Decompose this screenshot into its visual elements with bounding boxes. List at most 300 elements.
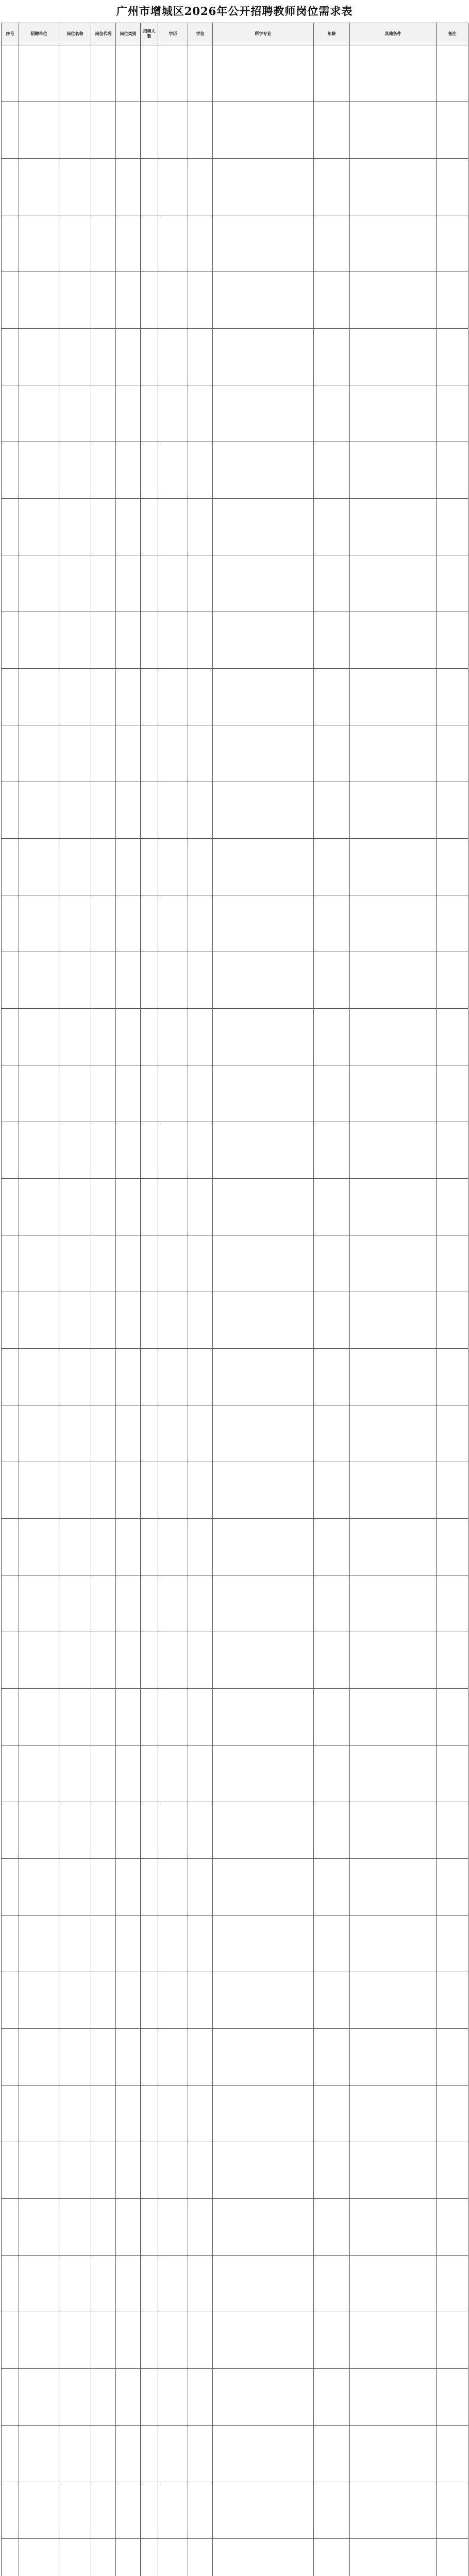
- table-cell: [19, 839, 59, 895]
- table-row: [2, 215, 468, 272]
- table-cell: [59, 669, 91, 725]
- table-cell: [59, 159, 91, 215]
- table-cell: [19, 1802, 59, 1859]
- table-cell: [2, 442, 19, 499]
- table-cell: [2, 2029, 19, 2086]
- table-cell: [350, 669, 437, 725]
- table-cell: [437, 612, 468, 669]
- table-cell: [19, 1689, 59, 1745]
- table-cell: [2, 1575, 19, 1632]
- table-cell: [437, 782, 468, 839]
- table-cell: [350, 1632, 437, 1689]
- table-cell: [141, 2142, 158, 2199]
- table-cell: [19, 1235, 59, 1292]
- table-cell: [213, 1292, 314, 1349]
- table-cell: [350, 385, 437, 442]
- table-cell: [116, 1065, 141, 1122]
- job-table: [1, 23, 468, 2576]
- table-cell: [314, 725, 350, 782]
- table-row: [2, 2426, 468, 2482]
- table-cell: [2, 1235, 19, 1292]
- table-cell: [158, 1405, 188, 1462]
- table-cell: [158, 725, 188, 782]
- table-cell: [141, 1972, 158, 2029]
- table-cell: [314, 102, 350, 159]
- table-cell: [2, 1292, 19, 1349]
- table-row: [2, 2539, 468, 2576]
- table-cell: [213, 1462, 314, 1519]
- table-cell: [19, 952, 59, 1009]
- table-cell: [437, 1632, 468, 1689]
- table-row: [2, 499, 468, 555]
- page-title: 广州市增城区2026年公开招聘教师岗位需求表: [116, 5, 353, 18]
- table-cell: [116, 669, 141, 725]
- table-cell: [437, 272, 468, 329]
- table-cell: [116, 1122, 141, 1179]
- table-cell: [350, 2539, 437, 2576]
- table-cell: [350, 839, 437, 895]
- table-row: [2, 2312, 468, 2369]
- table-cell: [437, 2482, 468, 2539]
- table-cell: [314, 159, 350, 215]
- table-row: [2, 1405, 468, 1462]
- table-cell: [116, 45, 141, 102]
- table-cell: [158, 1632, 188, 1689]
- table-cell: [437, 159, 468, 215]
- table-cell: [116, 385, 141, 442]
- table-cell: [141, 272, 158, 329]
- table-cell: [350, 1065, 437, 1122]
- table-cell: [213, 952, 314, 1009]
- table-cell: [350, 2426, 437, 2482]
- table-cell: [59, 2256, 91, 2312]
- table-cell: [350, 2029, 437, 2086]
- table-cell: [59, 2426, 91, 2482]
- table-cell: [19, 2312, 59, 2369]
- table-cell: [437, 952, 468, 1009]
- table-row: [2, 1859, 468, 1916]
- table-cell: [2, 895, 19, 952]
- table-cell: [437, 839, 468, 895]
- table-cell: [116, 1632, 141, 1689]
- table-cell: [213, 1972, 314, 2029]
- table-cell: [314, 1689, 350, 1745]
- table-cell: [2, 2369, 19, 2426]
- table-cell: [141, 45, 158, 102]
- table-cell: [59, 1235, 91, 1292]
- table-cell: [141, 2086, 158, 2142]
- table-cell: [19, 782, 59, 839]
- table-cell: [314, 2312, 350, 2369]
- table-cell: [116, 2426, 141, 2482]
- header-cell: 所学专业: [213, 23, 314, 45]
- table-cell: [141, 2482, 158, 2539]
- table-cell: [59, 1745, 91, 1802]
- table-cell: [141, 1745, 158, 1802]
- table-cell: [213, 329, 314, 385]
- table-cell: [59, 1519, 91, 1575]
- table-cell: [213, 839, 314, 895]
- table-cell: [314, 839, 350, 895]
- table-cell: [213, 1916, 314, 1972]
- table-cell: [350, 2256, 437, 2312]
- table-cell: [213, 1009, 314, 1065]
- table-cell: [116, 1745, 141, 1802]
- table-cell: [19, 555, 59, 612]
- table-cell: [19, 2199, 59, 2256]
- header-cell: 岗位类别: [116, 23, 141, 45]
- table-cell: [59, 499, 91, 555]
- table-cell: [2, 385, 19, 442]
- table-cell: [437, 2086, 468, 2142]
- table-cell: [59, 1009, 91, 1065]
- table-cell: [2, 1122, 19, 1179]
- table-cell: [314, 329, 350, 385]
- table-cell: [213, 2142, 314, 2199]
- table-cell: [158, 839, 188, 895]
- table-cell: [188, 2369, 213, 2426]
- table-cell: [188, 1859, 213, 1916]
- table-cell: [141, 385, 158, 442]
- table-cell: [141, 215, 158, 272]
- table-cell: [59, 272, 91, 329]
- table-cell: [2, 2482, 19, 2539]
- table-cell: [314, 555, 350, 612]
- table-cell: [141, 1462, 158, 1519]
- table-cell: [2, 1009, 19, 1065]
- table-cell: [213, 612, 314, 669]
- table-cell: [59, 2029, 91, 2086]
- table-cell: [314, 2199, 350, 2256]
- table-cell: [314, 1632, 350, 1689]
- table-cell: [19, 499, 59, 555]
- table-cell: [437, 385, 468, 442]
- table-cell: [59, 2482, 91, 2539]
- table-cell: [116, 612, 141, 669]
- table-cell: [91, 895, 116, 952]
- table-cell: [91, 669, 116, 725]
- table-cell: [437, 555, 468, 612]
- table-cell: [158, 442, 188, 499]
- table-row: [2, 1462, 468, 1519]
- table-cell: [437, 2256, 468, 2312]
- table-cell: [158, 2199, 188, 2256]
- table-cell: [59, 725, 91, 782]
- table-cell: [141, 1519, 158, 1575]
- table-cell: [350, 1349, 437, 1405]
- table-cell: [19, 2539, 59, 2576]
- table-cell: [2, 45, 19, 102]
- table-cell: [213, 1632, 314, 1689]
- table-cell: [213, 2482, 314, 2539]
- table-cell: [213, 159, 314, 215]
- table-row: [2, 1292, 468, 1349]
- header-cell: 招聘单位: [19, 23, 59, 45]
- table-cell: [91, 2369, 116, 2426]
- table-cell: [141, 2199, 158, 2256]
- table-cell: [2, 782, 19, 839]
- table-cell: [158, 1689, 188, 1745]
- table-cell: [116, 1235, 141, 1292]
- table-cell: [158, 669, 188, 725]
- table-cell: [213, 1575, 314, 1632]
- table-cell: [19, 442, 59, 499]
- table-cell: [437, 1689, 468, 1745]
- table-cell: [350, 555, 437, 612]
- table-cell: [213, 2256, 314, 2312]
- table-cell: [213, 215, 314, 272]
- table-cell: [213, 1859, 314, 1916]
- table-cell: [141, 2539, 158, 2576]
- table-cell: [141, 1405, 158, 1462]
- table-cell: [59, 1462, 91, 1519]
- table-cell: [2, 2199, 19, 2256]
- table-cell: [2, 2142, 19, 2199]
- table-cell: [59, 215, 91, 272]
- table-cell: [314, 2086, 350, 2142]
- table-row: [2, 2369, 468, 2426]
- table-cell: [19, 1916, 59, 1972]
- table-row: [2, 1802, 468, 1859]
- table-cell: [213, 2312, 314, 2369]
- table-cell: [59, 1972, 91, 2029]
- table-cell: [158, 2086, 188, 2142]
- table-cell: [437, 1802, 468, 1859]
- table-row: [2, 1575, 468, 1632]
- table-cell: [2, 1349, 19, 1405]
- table-cell: [158, 329, 188, 385]
- table-cell: [188, 555, 213, 612]
- table-cell: [2, 839, 19, 895]
- table-cell: [158, 952, 188, 1009]
- table-cell: [437, 215, 468, 272]
- table-cell: [213, 895, 314, 952]
- table-cell: [188, 385, 213, 442]
- table-cell: [188, 1405, 213, 1462]
- table-cell: [59, 45, 91, 102]
- table-cell: [437, 1575, 468, 1632]
- table-cell: [158, 1575, 188, 1632]
- table-cell: [437, 1972, 468, 2029]
- table-cell: [91, 102, 116, 159]
- header-cell: 序号: [2, 23, 19, 45]
- table-cell: [158, 1122, 188, 1179]
- table-cell: [437, 895, 468, 952]
- table-row: [2, 1972, 468, 2029]
- table-cell: [188, 2029, 213, 2086]
- table-cell: [141, 952, 158, 1009]
- table-cell: [158, 215, 188, 272]
- table-cell: [158, 1179, 188, 1235]
- table-cell: [141, 1122, 158, 1179]
- table-row: [2, 1122, 468, 1179]
- table-cell: [314, 499, 350, 555]
- table-cell: [314, 1292, 350, 1349]
- table-row: [2, 2256, 468, 2312]
- table-cell: [314, 45, 350, 102]
- table-cell: [314, 669, 350, 725]
- table-cell: [141, 1575, 158, 1632]
- table-cell: [158, 1462, 188, 1519]
- table-cell: [116, 2086, 141, 2142]
- table-cell: [188, 2482, 213, 2539]
- table-cell: [314, 1916, 350, 1972]
- table-cell: [91, 1972, 116, 2029]
- table-cell: [116, 895, 141, 952]
- table-row: [2, 612, 468, 669]
- table-cell: [19, 2426, 59, 2482]
- table-cell: [350, 952, 437, 1009]
- table-cell: [2, 1462, 19, 1519]
- table-cell: [91, 1235, 116, 1292]
- table-cell: [59, 442, 91, 499]
- table-cell: [188, 1349, 213, 1405]
- table-cell: [188, 499, 213, 555]
- table-cell: [188, 102, 213, 159]
- table-cell: [158, 159, 188, 215]
- table-row: [2, 669, 468, 725]
- table-cell: [91, 1349, 116, 1405]
- table-cell: [350, 2086, 437, 2142]
- table-cell: [91, 272, 116, 329]
- table-cell: [213, 2369, 314, 2426]
- table-cell: [437, 2539, 468, 2576]
- table-cell: [91, 1292, 116, 1349]
- table-cell: [158, 45, 188, 102]
- table-cell: [141, 1689, 158, 1745]
- table-cell: [437, 1065, 468, 1122]
- table-cell: [116, 782, 141, 839]
- table-cell: [188, 2312, 213, 2369]
- table-cell: [314, 782, 350, 839]
- table-cell: [437, 1349, 468, 1405]
- table-cell: [213, 1122, 314, 1179]
- table-cell: [314, 2369, 350, 2426]
- table-row: [2, 2029, 468, 2086]
- table-cell: [116, 1405, 141, 1462]
- header-cell: 其他条件: [350, 23, 437, 45]
- table-cell: [437, 1292, 468, 1349]
- table-cell: [437, 2369, 468, 2426]
- table-row: [2, 725, 468, 782]
- table-cell: [158, 1292, 188, 1349]
- table-cell: [91, 2256, 116, 2312]
- table-cell: [116, 442, 141, 499]
- table-cell: [19, 159, 59, 215]
- table-cell: [19, 612, 59, 669]
- table-cell: [188, 1462, 213, 1519]
- table-cell: [314, 1972, 350, 2029]
- header-cell: 学历: [158, 23, 188, 45]
- table-cell: [141, 1632, 158, 1689]
- table-cell: [116, 499, 141, 555]
- table-cell: [350, 45, 437, 102]
- table-cell: [141, 669, 158, 725]
- table-cell: [158, 1859, 188, 1916]
- table-cell: [2, 1802, 19, 1859]
- table-cell: [188, 1292, 213, 1349]
- table-cell: [314, 1179, 350, 1235]
- table-cell: [158, 2256, 188, 2312]
- table-row: [2, 1916, 468, 1972]
- table-cell: [314, 1235, 350, 1292]
- table-cell: [2, 555, 19, 612]
- table-cell: [91, 782, 116, 839]
- table-cell: [188, 725, 213, 782]
- table-row: [2, 1349, 468, 1405]
- table-cell: [314, 2539, 350, 2576]
- table-cell: [158, 272, 188, 329]
- table-cell: [350, 159, 437, 215]
- table-cell: [91, 1632, 116, 1689]
- table-cell: [91, 1689, 116, 1745]
- table-cell: [2, 215, 19, 272]
- table-cell: [116, 1575, 141, 1632]
- table-cell: [91, 499, 116, 555]
- table-cell: [141, 442, 158, 499]
- table-cell: [437, 1009, 468, 1065]
- table-cell: [158, 2426, 188, 2482]
- table-cell: [141, 2256, 158, 2312]
- table-cell: [314, 895, 350, 952]
- table-cell: [141, 1859, 158, 1916]
- table-cell: [314, 612, 350, 669]
- table-cell: [437, 1916, 468, 1972]
- table-cell: [19, 1122, 59, 1179]
- table-row: [2, 1519, 468, 1575]
- table-cell: [141, 555, 158, 612]
- table-cell: [19, 2029, 59, 2086]
- table-cell: [350, 329, 437, 385]
- table-cell: [188, 442, 213, 499]
- header-cell: 招聘人数: [141, 23, 158, 45]
- table-cell: [213, 1235, 314, 1292]
- table-cell: [2, 1972, 19, 2029]
- table-cell: [314, 2482, 350, 2539]
- table-cell: [158, 2369, 188, 2426]
- table-row: [2, 1179, 468, 1235]
- table-cell: [188, 159, 213, 215]
- table-cell: [116, 1519, 141, 1575]
- table-cell: [116, 1292, 141, 1349]
- table-cell: [59, 1122, 91, 1179]
- table-cell: [188, 1122, 213, 1179]
- table-cell: [141, 1065, 158, 1122]
- table-cell: [91, 1179, 116, 1235]
- table-cell: [141, 329, 158, 385]
- table-cell: [213, 2029, 314, 2086]
- table-cell: [91, 2086, 116, 2142]
- table-cell: [19, 2482, 59, 2539]
- table-cell: [116, 725, 141, 782]
- table-cell: [19, 895, 59, 952]
- table-cell: [19, 272, 59, 329]
- table-row: [2, 2199, 468, 2256]
- table-cell: [2, 329, 19, 385]
- table-cell: [59, 102, 91, 159]
- table-cell: [116, 1462, 141, 1519]
- table-cell: [91, 1462, 116, 1519]
- table-cell: [59, 329, 91, 385]
- table-cell: [188, 1575, 213, 1632]
- table-cell: [188, 782, 213, 839]
- table-cell: [141, 2369, 158, 2426]
- table-cell: [314, 952, 350, 1009]
- table-cell: [437, 1519, 468, 1575]
- table-cell: [437, 442, 468, 499]
- table-cell: [213, 2539, 314, 2576]
- table-cell: [19, 2369, 59, 2426]
